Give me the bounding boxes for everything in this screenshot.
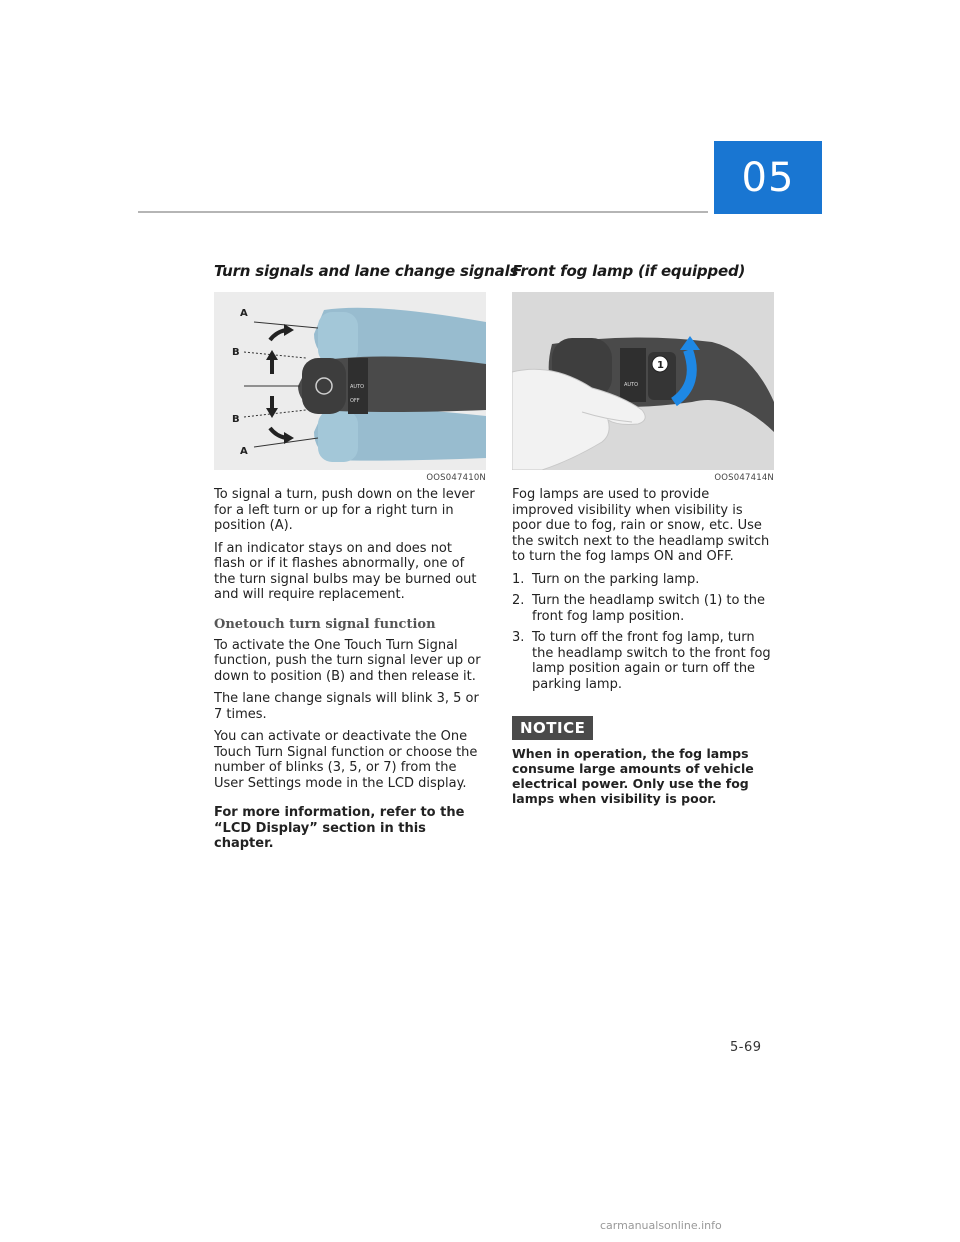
turn-signal-illustration	[214, 292, 486, 470]
list-item	[512, 630, 774, 692]
step-text: To turn off the front fog lamp, turn the headlamp switch to the front fog lamp position again or turn off the parking lamp.	[532, 630, 771, 692]
section-title-turn-signals: Turn signals and lane change signals	[214, 262, 519, 280]
subheading-onetouch: Onetouch turn signal function	[214, 616, 436, 632]
lever-label-auto: AUTO	[624, 382, 639, 388]
steps-list	[512, 572, 774, 693]
body-paragraph: Fog lamps are used to provide improved visibility when visibility is poor due to fog, rain or snow, etc. Use the switch next to the headlamp switch to turn the fog lamps ON and OFF.	[512, 487, 770, 564]
step-text: Turn the headlamp switch (1) to the front fog lamp position.	[532, 593, 765, 624]
notice-badge: NOTICE	[512, 716, 593, 740]
fog-lamp-figure	[512, 292, 774, 470]
step-number: 2.	[512, 593, 525, 608]
watermark: carmanualsonline.info	[600, 1219, 722, 1232]
notice-text: When in operation, the fog lamps consume large amounts of vehicle electrical power. Only use the fog lamps when visibility is poor.	[512, 746, 754, 806]
chapter-number: 05	[741, 154, 795, 201]
right-column	[512, 262, 774, 806]
figure-code: OOS047414N	[714, 473, 774, 483]
callout-b-top: B	[232, 347, 240, 358]
chapter-tab	[714, 141, 822, 214]
callout-b-bottom: B	[232, 414, 240, 425]
body-paragraph: You can activate or deactivate the One Touch Turn Signal function or choose the number of blinks (3, 5, or 7) from the User Settings mode in the LCD display.	[214, 729, 478, 791]
step-number: 1.	[512, 571, 525, 587]
body-paragraph: The lane change signals will blink 3, 5 or 7 times.	[214, 691, 479, 722]
list-item	[512, 572, 774, 588]
lever-label-auto: AUTO	[350, 384, 365, 390]
list-item	[512, 593, 774, 624]
figure-code: OOS047410N	[426, 473, 486, 483]
step-text: Turn on the parking lamp.	[532, 571, 700, 587]
page-number: 5-69	[730, 1040, 762, 1055]
body-paragraph: To activate the One Touch Turn Signal function, push the turn signal lever up or down to position (B) and then release it.	[214, 637, 481, 684]
turn-signal-figure	[214, 292, 486, 470]
body-paragraph: To signal a turn, push down on the lever for a left turn or up for a right turn in position (A).	[214, 487, 475, 533]
callout-a-bottom: A	[240, 446, 248, 457]
step-number: 3.	[512, 630, 525, 645]
body-paragraph: If an indicator stays on and does not flash or if it flashes abnormally, one of the turn signal bulbs may be burned out and will require replacement.	[214, 540, 477, 602]
header-rule	[138, 211, 708, 213]
callout-a-top: A	[240, 308, 248, 319]
fog-lamp-illustration	[512, 292, 774, 470]
callout-1: 1	[657, 360, 664, 371]
lever-label-off: OFF	[350, 398, 360, 404]
reference-note: For more information, refer to the “LCD Display” section in this chapter.	[214, 805, 465, 851]
left-column	[214, 262, 519, 859]
section-title-fog-lamp: Front fog lamp (if equipped)	[512, 262, 746, 280]
